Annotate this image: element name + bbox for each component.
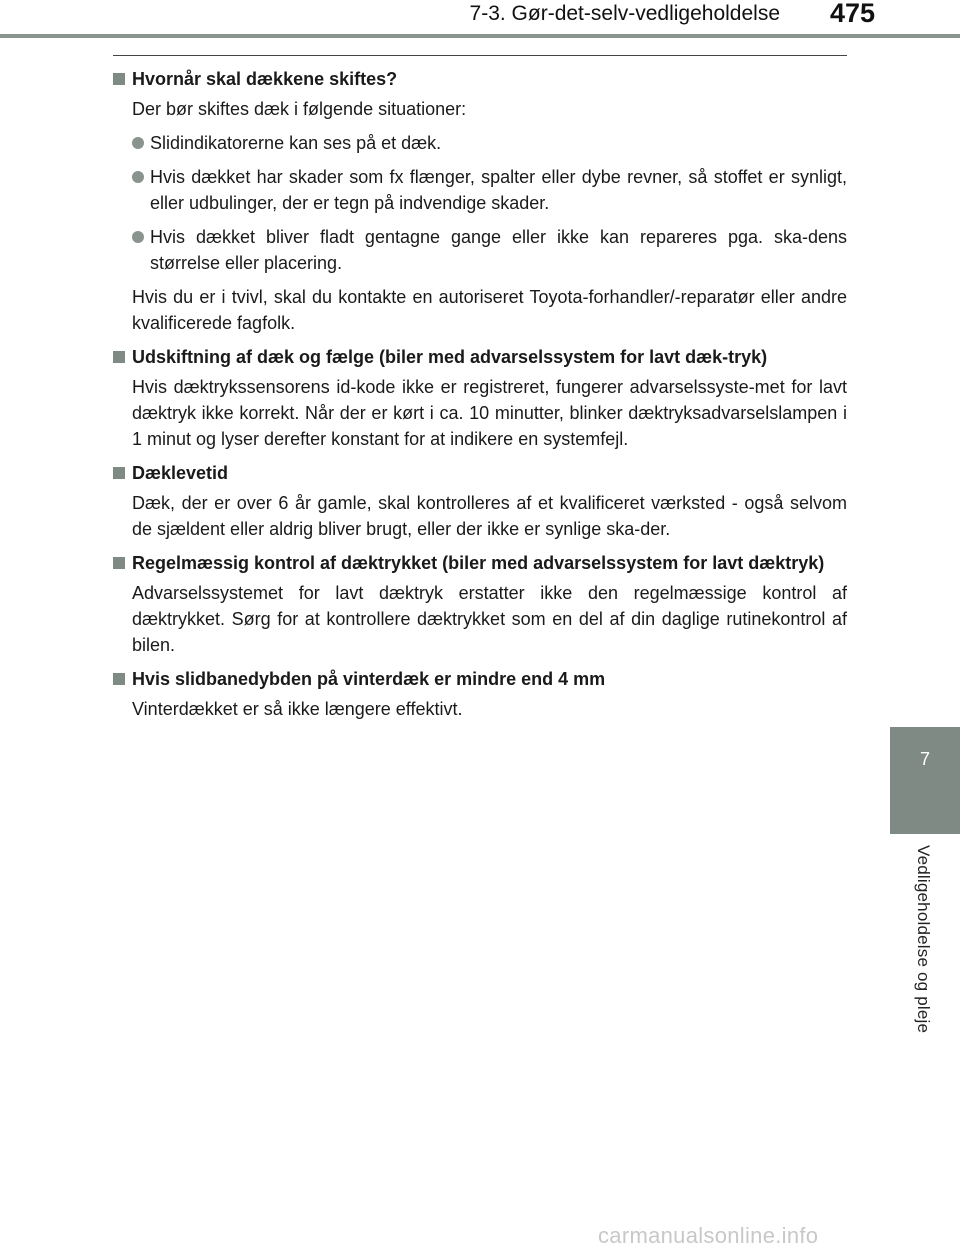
chapter-title: 7-3. Gør-det-selv-vedligeholdelse xyxy=(469,2,780,25)
section-heading-text: Hvis slidbanedybden på vinterdæk er mindre end 4 mm xyxy=(132,669,606,689)
section-heading xyxy=(113,66,847,92)
section-heading xyxy=(113,666,847,692)
list-item xyxy=(113,224,847,276)
section-winter-tread-depth xyxy=(113,666,847,722)
page-number: 475 xyxy=(830,0,876,28)
square-bullet-icon xyxy=(113,673,125,685)
paragraph: Hvis du er i tvivl, skal du kontakte en autoriseret Toyota-forhandler/-reparatør eller andre kvalificerede fagfolk. xyxy=(132,287,847,333)
paragraph: Der bør skiftes dæk i følgende situationer: xyxy=(132,99,467,119)
section-heading xyxy=(113,344,847,370)
circle-bullet-icon xyxy=(132,171,144,183)
chapter-tab-label: Vedligeholdelse og pleje xyxy=(914,845,933,1034)
content-divider xyxy=(113,55,847,56)
square-bullet-icon xyxy=(113,467,125,479)
list-item xyxy=(113,164,847,216)
list-item-text: Hvis dækket har skader som fx flænger, spalter eller dybe revner, så stoffet er synligt, eller udbulinger, der er tegn på indvendige skader. xyxy=(150,167,847,213)
paragraph: Hvis dæktrykssensorens id-kode ikke er registreret, fungerer advarselssyste-met for lavt dæktryk ikke korrekt. Når der er kørt i ca. 10 minutter, blinker dæktryksadvarselslampen i 1 minut og lyser derefter konstant for at indikere en systemfejl. xyxy=(132,377,847,449)
section-when-to-replace xyxy=(113,66,847,336)
list-item-text: Hvis dækket bliver fladt gentagne gange eller ikke kan repareres pga. ska-dens størrelse eller placering. xyxy=(150,227,847,273)
square-bullet-icon xyxy=(113,557,125,569)
paragraph: Vinterdækket er så ikke længere effektivt. xyxy=(132,699,463,719)
section-heading-text: Dæklevetid xyxy=(132,463,229,483)
section-heading-text: Udskiftning af dæk og fælge (biler med advarselssystem for lavt dæk-tryk) xyxy=(132,347,768,367)
header-divider xyxy=(0,34,960,38)
page-content xyxy=(113,66,847,730)
section-heading-text: Regelmæssig kontrol af dæktrykket (biler med advarselssystem for lavt dæktryk) xyxy=(132,553,825,573)
square-bullet-icon xyxy=(113,351,125,363)
list-item-text: Slidindikatorerne kan ses på et dæk. xyxy=(150,133,442,153)
chapter-tab-number: 7 xyxy=(919,749,930,769)
paragraph: Dæk, der er over 6 år gamle, skal kontrolleres af et kvalificeret værksted - også selvom de sjældent eller aldrig bliver brugt, eller der ikke er synlige ska-der. xyxy=(132,493,847,539)
watermark: carmanualsonline.info xyxy=(598,1223,819,1248)
section-tire-lifetime xyxy=(113,460,847,542)
circle-bullet-icon xyxy=(132,231,144,243)
section-heading xyxy=(113,550,847,576)
square-bullet-icon xyxy=(113,73,125,85)
paragraph: Advarselssystemet for lavt dæktryk erstatter ikke den regelmæssige kontrol af dæktrykket. Sørg for at kontrollere dæktrykket som en del af din daglige rutinekontrol af bilen. xyxy=(132,583,847,655)
section-tire-wheel-replacement xyxy=(113,344,847,452)
list-item xyxy=(113,130,847,156)
section-pressure-check xyxy=(113,550,847,658)
section-heading xyxy=(113,460,847,486)
section-heading-text: Hvornår skal dækkene skiftes? xyxy=(132,69,398,89)
circle-bullet-icon xyxy=(132,137,144,149)
chapter-tab xyxy=(890,727,960,834)
